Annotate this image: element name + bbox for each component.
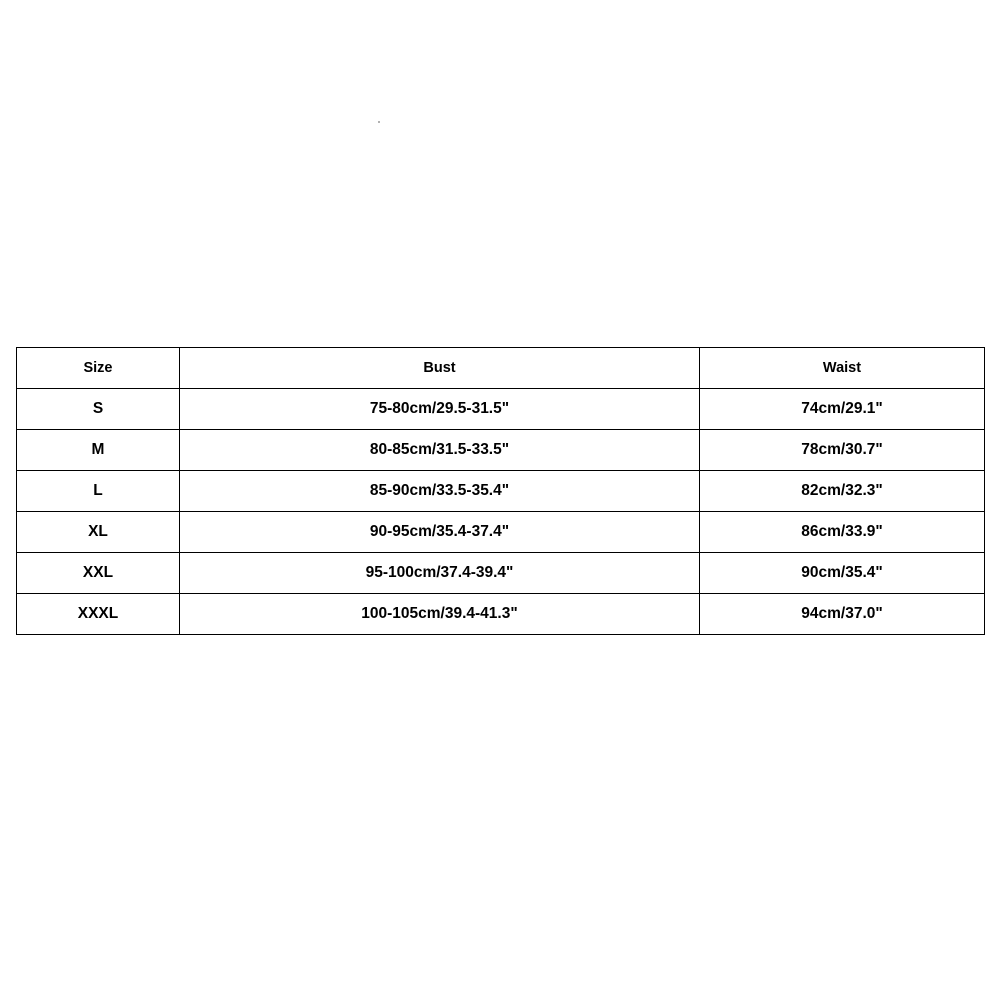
cell-bust: 75-80cm/29.5-31.5": [180, 389, 700, 430]
cell-waist: 90cm/35.4": [700, 553, 985, 594]
cell-size: M: [17, 430, 180, 471]
table-header-row: [17, 348, 985, 389]
cell-size: S: [17, 389, 180, 430]
cell-size: XXXL: [17, 594, 180, 635]
cell-size: XXL: [17, 553, 180, 594]
cell-waist: 74cm/29.1": [700, 389, 985, 430]
table-row: [17, 389, 985, 430]
table-row: [17, 594, 985, 635]
size-chart-table: [16, 347, 985, 635]
cell-bust: 90-95cm/35.4-37.4": [180, 512, 700, 553]
table-row: [17, 430, 985, 471]
table-row: [17, 512, 985, 553]
image-artifact-dot: [378, 121, 380, 123]
cell-waist: 82cm/32.3": [700, 471, 985, 512]
cell-bust: 80-85cm/31.5-33.5": [180, 430, 700, 471]
cell-waist: 94cm/37.0": [700, 594, 985, 635]
table-row: [17, 553, 985, 594]
cell-bust: 85-90cm/33.5-35.4": [180, 471, 700, 512]
cell-size: L: [17, 471, 180, 512]
cell-bust: 95-100cm/37.4-39.4": [180, 553, 700, 594]
size-chart: [16, 347, 984, 635]
cell-waist: 86cm/33.9": [700, 512, 985, 553]
cell-size: XL: [17, 512, 180, 553]
table-row: [17, 471, 985, 512]
cell-bust: 100-105cm/39.4-41.3": [180, 594, 700, 635]
column-header-bust: Bust: [180, 348, 700, 389]
cell-waist: 78cm/30.7": [700, 430, 985, 471]
column-header-waist: Waist: [700, 348, 985, 389]
column-header-size: Size: [17, 348, 180, 389]
